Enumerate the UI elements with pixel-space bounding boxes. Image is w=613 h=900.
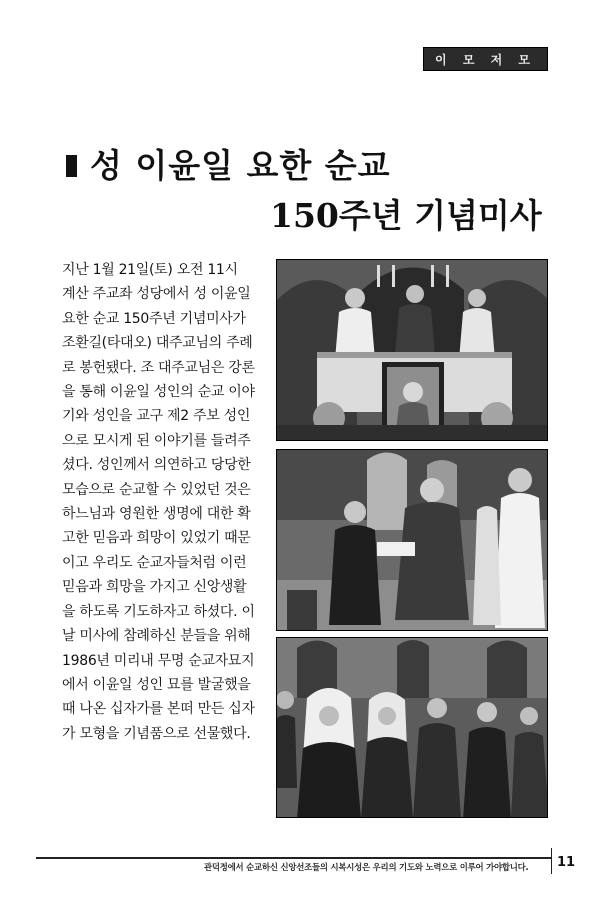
body-line: 셨다. 성인께서 의연하고 당당한 bbox=[62, 457, 251, 474]
footer-rule bbox=[36, 857, 552, 859]
body-line: 날 미사에 참례하신 분들을 위해 bbox=[62, 628, 251, 645]
body-line: 로 봉헌됐다. 조 대주교님은 강론 bbox=[62, 359, 255, 376]
section-tab-label: 이 모 저 모 bbox=[435, 52, 536, 67]
body-line: 에서 이윤일 성인 묘를 발굴했을 bbox=[62, 676, 251, 693]
section-tab bbox=[423, 47, 548, 71]
body-line: 가 모형을 기념품으로 선물했다. bbox=[62, 725, 251, 742]
photo-gift-presentation bbox=[276, 449, 548, 631]
body-line: 을 하도록 기도하자고 하셨다. 이 bbox=[62, 603, 255, 620]
body-line: 을 통해 이윤일 성인의 순교 이야 bbox=[62, 384, 255, 401]
body-line: 이고 우리도 순교자들처럼 이런 bbox=[62, 554, 247, 571]
body-line: 모습으로 순교할 수 있었던 것은 bbox=[62, 481, 251, 498]
photo-congregation bbox=[276, 637, 548, 818]
body-line: 계산 주교좌 성당에서 성 이윤일 bbox=[62, 286, 251, 303]
body-line: 요한 순교 150주년 기념미사가 bbox=[62, 310, 246, 327]
body-line: 하느님과 영원한 생명에 대한 확 bbox=[62, 506, 251, 523]
body-line: 조환길(타대오) 대주교님의 주례 bbox=[62, 335, 253, 352]
body-line: 으로 모시게 된 이야기를 들려주 bbox=[62, 432, 251, 449]
photo-altar-mass bbox=[276, 259, 548, 441]
title-marker bbox=[66, 155, 77, 177]
body-line: 지난 1월 21일(토) 오전 11시 bbox=[62, 262, 238, 278]
article-body bbox=[62, 258, 272, 746]
body-line: 믿음과 희망을 가지고 신앙생활 bbox=[62, 579, 247, 596]
page-number: 11 bbox=[557, 855, 576, 870]
article-title-line-1: 성 이윤일 요한 순교 bbox=[90, 146, 391, 185]
article-title-line-2: 150주년 기념미사 bbox=[270, 196, 542, 235]
body-line: 때 나온 십자가를 본떠 만든 십자 bbox=[62, 701, 255, 718]
footer-slogan: 관덕정에서 순교하신 신앙선조들의 시복시성은 우리의 기도와 노력으로 이루어 가야합니다. bbox=[204, 862, 529, 872]
body-line: 1986년 미리내 무명 순교자묘지 bbox=[62, 652, 255, 669]
body-line: 고한 믿음과 희망이 있었기 때문 bbox=[62, 530, 251, 547]
footer-divider bbox=[551, 848, 552, 874]
body-line: 기와 성인을 교구 제2 주보 성인 bbox=[62, 408, 251, 425]
